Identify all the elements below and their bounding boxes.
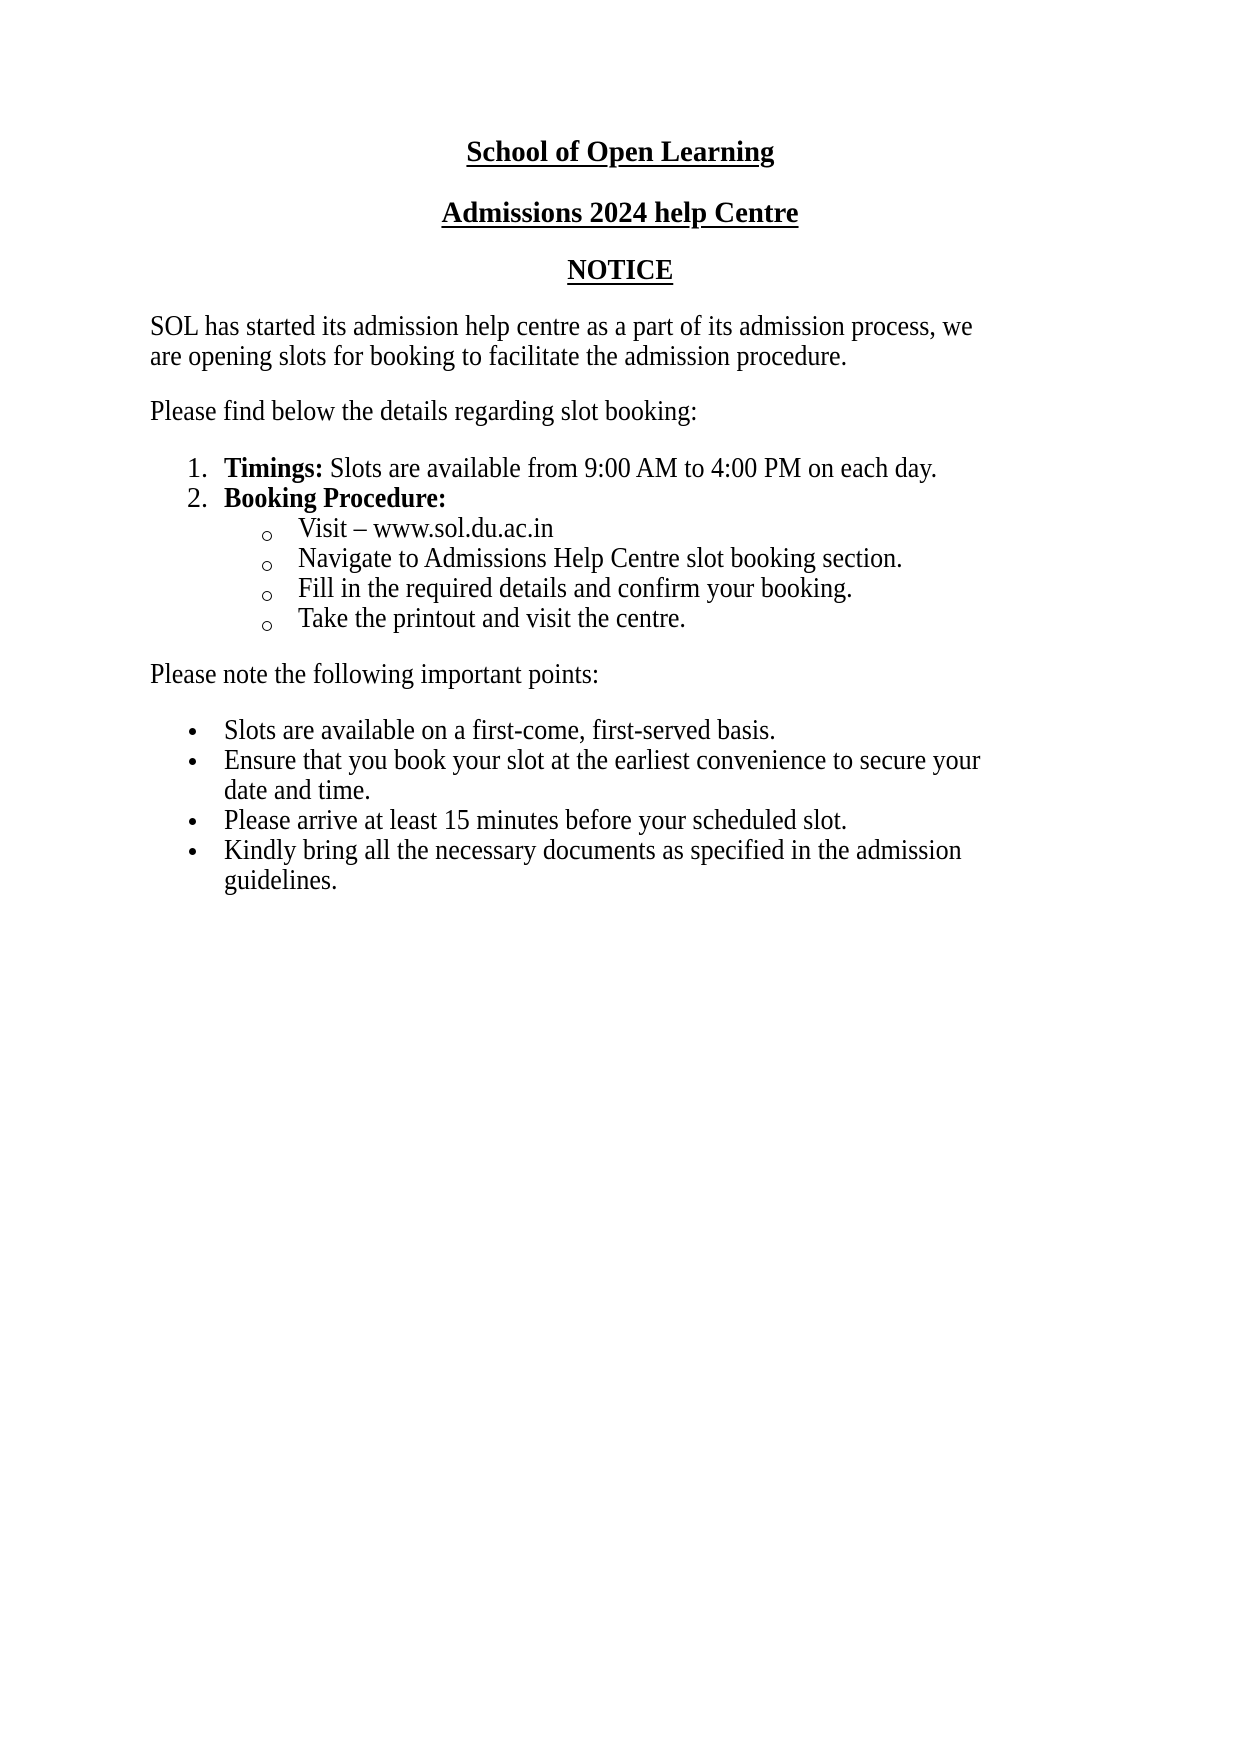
points-intro: Please note the following important points:	[150, 659, 600, 690]
notice-heading-text: NOTICE	[566, 255, 674, 286]
circle-bullet-icon	[262, 621, 272, 631]
booking-step: Fill in the required details and confirm your booking.	[298, 573, 853, 604]
point-item: Please arrive at least 15 minutes before your scheduled slot.	[224, 805, 848, 836]
booking-step	[298, 512, 554, 546]
booking-step: Take the printout and visit the centre.	[298, 603, 686, 634]
point-item: Slots are available on a first-come, first-served basis.	[224, 715, 776, 746]
page-title	[0, 135, 1240, 169]
booking-step: Navigate to Admissions Help Centre slot booking section.	[298, 543, 903, 574]
list-item-timings	[224, 452, 937, 486]
page-subtitle-text: Admissions 2024 help Centre	[441, 196, 799, 229]
point-item: Ensure that you book your slot at the earliest convenience to secure your	[224, 745, 981, 776]
list-item-label: Booking Procedure:	[224, 483, 447, 514]
list-number: 1.	[187, 453, 208, 484]
page-title-text: School of Open Learning	[465, 135, 775, 168]
bullet-icon	[189, 728, 196, 735]
list-item-booking-procedure	[224, 482, 447, 516]
bullet-icon	[189, 758, 196, 765]
circle-bullet-icon	[262, 531, 272, 541]
list-item-label: Timings:	[224, 453, 324, 484]
bullet-icon	[189, 818, 196, 825]
circle-bullet-icon	[262, 591, 272, 601]
list-number: 2.	[187, 483, 208, 514]
point-item-continuation: date and time.	[224, 775, 371, 806]
bullet-icon	[189, 848, 196, 855]
list-item-text: Slots are available from 9:00 AM to 4:00 PM on each day.	[323, 453, 938, 484]
booking-step-link-text[interactable]: Visit – www.sol.du.ac.in	[298, 513, 554, 544]
intro-line-1: SOL has started its admission help centre as a part of its admission process, we	[150, 311, 973, 342]
page-subtitle	[0, 196, 1240, 230]
circle-bullet-icon	[262, 561, 272, 571]
point-item-continuation: guidelines.	[224, 865, 338, 896]
notice-heading	[0, 254, 1240, 288]
point-item: Kindly bring all the necessary documents as specified in the admission	[224, 835, 962, 866]
details-intro: Please find below the details regarding slot booking:	[150, 396, 698, 427]
intro-line-2: are opening slots for booking to facilitate the admission procedure.	[150, 341, 848, 372]
